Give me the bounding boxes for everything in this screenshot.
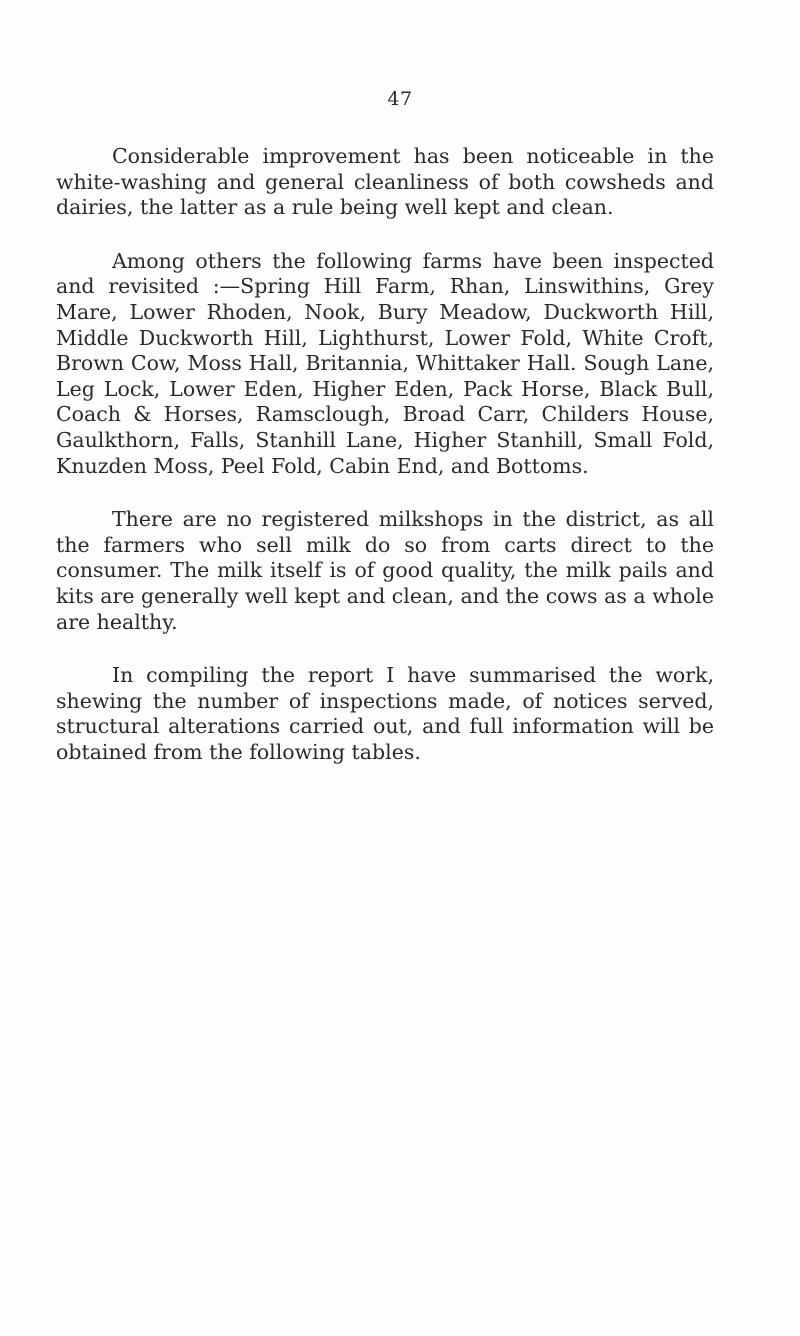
paragraph-cleanliness: Considerable improvement has been noticeable in the white-washing and general cleanliness of both cowsheds and dairies, the latter as a rule being well kept and clean. [56,144,714,220]
paragraph-milkshops: There are no registered milkshops in the district, as all the farmers who sell milk do so from carts direct to the consumer. The milk itself is of good quality, the milk pails and kits are generally well kept and clean, and the cows as a whole are healthy. [56,507,714,634]
page-number: 47 [387,88,413,110]
body-text [56,144,714,793]
paragraph-report-summary: In compiling the report I have summarised the work, shewing the number of inspections made, of notices served, structural alterations carried out, and full information will be obtained from the following tables. [56,663,714,764]
paragraph-farms-inspected: Among others the following farms have been inspected and revisited :—Spring Hill Farm, Rhan, Linswithins, Grey Mare, Lower Rhoden, Nook, Bury Meadow, Duckworth Hill, Middle Duckworth Hill, Lighthurst, Lower Fold, White Croft, Brown Cow, Moss Hall, Britannia, Whittaker Hall. Sough Lane, Leg Lock, Lower Eden, Higher Eden, Pack Horse, Black Bull, Coach & Horses, Ramsclough, Broad Carr, Childers House, Gaulkthorn, Falls, Stanhill Lane, Higher Stanhill, Small Fold, Knuzden Moss, Peel Fold, Cabin End, and Bottoms. [56,248,714,478]
